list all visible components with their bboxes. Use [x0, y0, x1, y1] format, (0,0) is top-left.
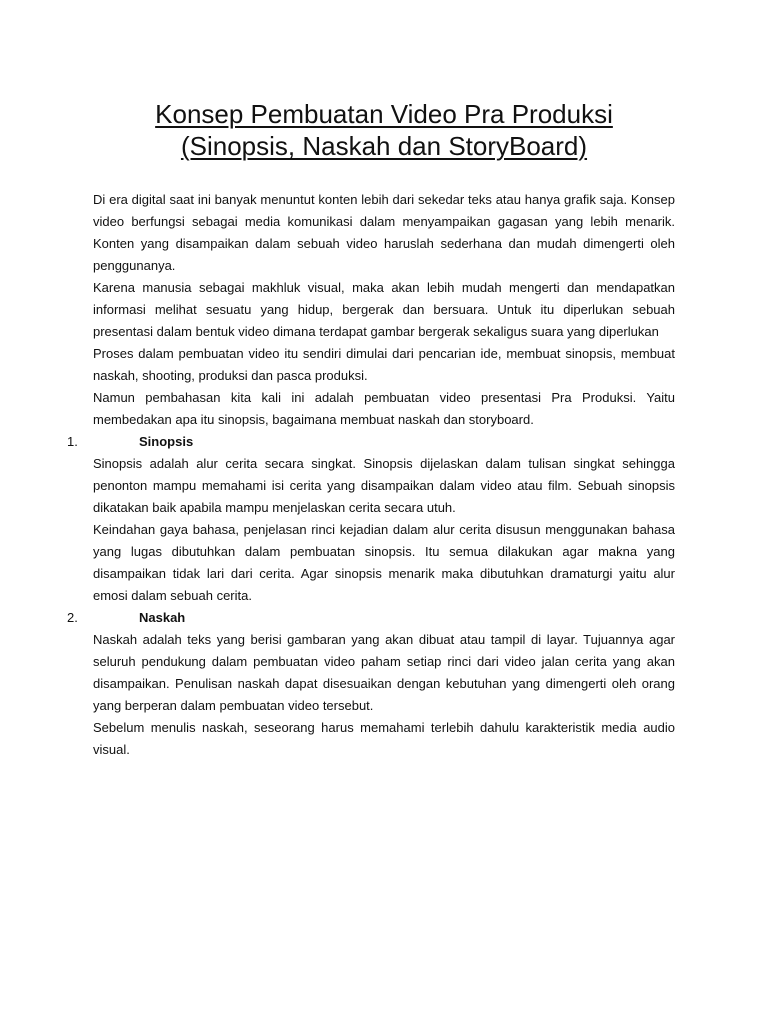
section-number: 1. [67, 434, 78, 449]
document-title-line-2: (Sinopsis, Naskah dan StoryBoard) [180, 131, 588, 161]
intro-paragraph: Namun pembahasan kita kali ini adalah pembuatan video presentasi Pra Produksi. Yaitu membedakan apa itu sinopsis, bagaimana membuat naskah dan storyboard. [93, 390, 675, 427]
section-heading-naskah [67, 607, 675, 629]
section-heading-sinopsis [67, 431, 675, 453]
section-title: Naskah [139, 610, 186, 625]
section-paragraph: Sebelum menulis naskah, seseorang harus memahami terlebih dahulu karakteristik media audio visual. [93, 720, 675, 757]
section-paragraph: Naskah adalah teks yang berisi gambaran yang akan dibuat atau tampil di layar. Tujuannya agar seluruh pendukung dalam pembuatan video paham setiap rinci dari video jalan cerita yang akan disampaikan. Penulisan naskah dapat disesuaikan dengan kebutuhan yang dimengerti oleh orang yang berperan dalam pembuatan video tersebut. [93, 632, 675, 713]
intro-paragraph: Proses dalam pembuatan video itu sendiri dimulai dari pencarian ide, membuat sinopsis, membuat naskah, shooting, produksi dan pasca produksi. [93, 346, 675, 383]
section-number: 2. [67, 610, 78, 625]
document-body [67, 189, 675, 761]
section-title: Sinopsis [139, 434, 194, 449]
section-paragraph: Sinopsis adalah alur cerita secara singkat. Sinopsis dijelaskan dalam tulisan singkat sehingga penonton mampu memahami isi cerita yang disampaikan dalam video atau film. Sebuah sinopsis dikatakan baik apabila mampu menjelaskan cerita secara utuh. [93, 456, 675, 515]
section-paragraph: Keindahan gaya bahasa, penjelasan rinci kejadian dalam alur cerita disusun menggunakan bahasa yang lugas dibutuhkan dalam pembuatan sinopsis. Itu semua dilakukan agar makna yang disampaikan tidak lari dari cerita. Agar sinopsis menarik maka dibutuhkan dramaturgi yaitu alur emosi dalam sebuah cerita. [93, 522, 675, 603]
intro-paragraph: Karena manusia sebagai makhluk visual, maka akan lebih mudah mengerti dan mendapatkan informasi melihat sesuatu yang hidup, bergerak dan bersuara. Untuk itu diperlukan sebuah presentasi dalam bentuk video dimana terdapat gambar bergerak sekaligus suara yang diperlukan [93, 280, 675, 339]
intro-paragraph: Di era digital saat ini banyak menuntut konten lebih dari sekedar teks atau hanya grafik saja. Konsep video berfungsi sebagai media komunikasi dalam menyampaikan gagasan yang lebih menarik. Konten yang disampaikan dalam sebuah video haruslah sederhana dan mudah dimengerti oleh penggunanya. [93, 192, 675, 273]
document-title-line-1: Konsep Pembuatan Video Pra Produksi [155, 99, 613, 129]
